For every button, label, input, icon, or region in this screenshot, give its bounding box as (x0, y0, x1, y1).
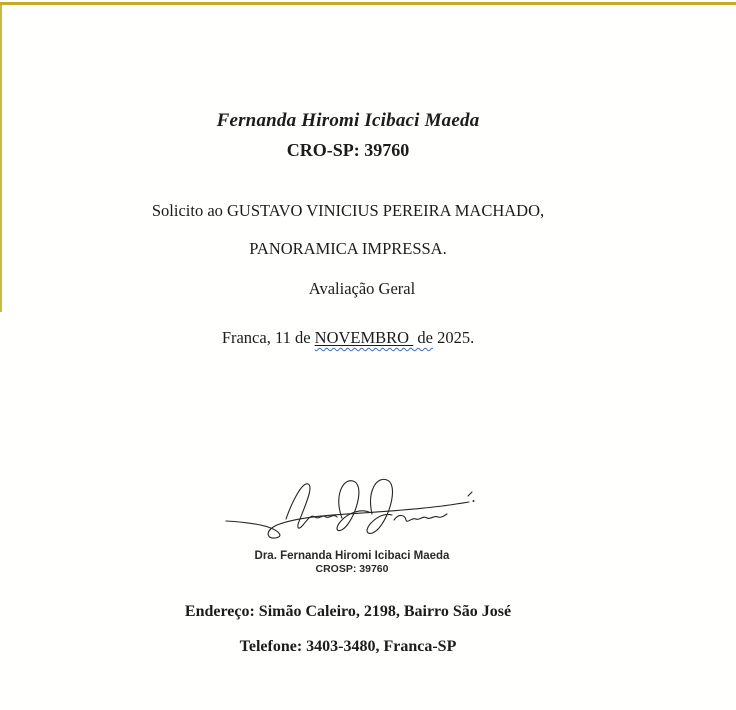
flagged-word-de[interactable]: de (413, 328, 433, 347)
signature-image (222, 474, 482, 548)
signature-caption-name: Dra. Fernanda Hiromi Icibaci Maeda (254, 550, 450, 562)
letterhead-doctor-name: Fernanda Hiromi Icibaci Maeda (216, 110, 480, 131)
underlined-month[interactable]: NOVEMBRO (314, 328, 414, 347)
request-line: Solicito ao GUSTAVO VINICIUS PEREIRA MACHADO, (151, 201, 545, 220)
signature-block (0, 474, 704, 577)
signature-scribble-3 (367, 479, 392, 533)
signature-scribble-4 (394, 514, 447, 521)
footer-address: Endereço: Simão Caleiro, 2198, Bairro São José (184, 603, 512, 620)
signature-caption-license: CROSP: 39760 (315, 563, 389, 576)
date-suffix: 2025. (432, 328, 475, 347)
spellcheck-flagged-phrase[interactable] (315, 328, 433, 347)
letterhead-license: CRO-SP: 39760 (286, 140, 410, 160)
footer-phone: Telefone: 3403-3480, Franca-SP (239, 638, 457, 655)
purpose-line: Avaliação Geral (308, 279, 416, 298)
signature-tick (468, 492, 472, 496)
page-border-top (0, 2, 736, 5)
exam-line: PANORAMICA IMPRESSA. (249, 239, 447, 258)
signature-underline-flourish (226, 502, 469, 538)
signature-scribble-2 (337, 481, 369, 531)
signature-dot (473, 500, 475, 502)
date-line (0, 328, 696, 348)
signature-scribble-1 (286, 484, 337, 528)
date-prefix: Franca, 11 de (221, 328, 315, 347)
